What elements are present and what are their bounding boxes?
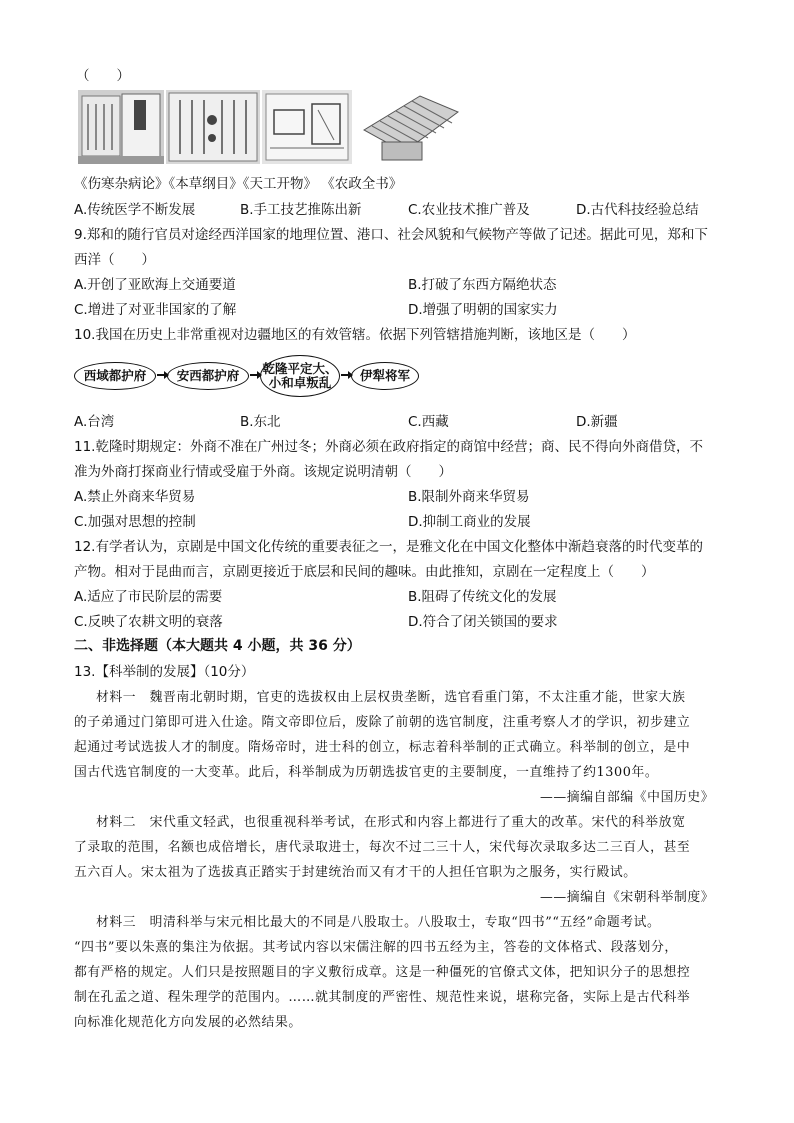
material1-line4: 国古代选官制度的一大变革。此后，科举制成为历朝选拔官吏的主要制度，一直维持了约1300年。: [74, 765, 659, 780]
q8-option-a[interactable]: A.传统医学不断发展: [74, 202, 196, 218]
flow-arrow-2: [250, 374, 258, 376]
q12-option-b[interactable]: B.阻碍了传统文化的发展: [408, 589, 557, 605]
q9-option-c[interactable]: C.增进了对亚非国家的了解: [74, 302, 237, 318]
q9-option-d[interactable]: D.增强了明朝的国家实力: [408, 302, 558, 318]
material2-line3: 五六百人。宋太祖为了选拔真正踏实于封建统治而又有才干的人担任官职为之服务，实行殿试。: [74, 865, 637, 880]
q11-stem-line2: 准为外商打探商业行情或受雇于外商。该规定说明清朝（ ）: [74, 464, 452, 480]
book-photos: [78, 90, 464, 164]
book-image-tiangong: [262, 90, 352, 164]
q9-stem-line2: 西洋（ ）: [74, 252, 155, 268]
section-heading: 二、非选择题（本大题共 4 小题，共 36 分）: [74, 638, 361, 654]
q11-option-b[interactable]: B.限制外商来华贸易: [408, 489, 530, 505]
q11-option-d[interactable]: D.抑制工商业的发展: [408, 514, 531, 530]
material2-source: ——摘编自《宋朝科举制度》: [540, 890, 715, 905]
q10-option-b[interactable]: B.东北: [240, 414, 281, 430]
q9-option-a[interactable]: A.开创了亚欧海上交通要道: [74, 277, 236, 293]
q12-option-c[interactable]: C.反映了农耕文明的衰落: [74, 614, 223, 630]
flow-node-qianlong-line2: 小和卓叛乱: [268, 375, 332, 390]
book-image-shanghan: [78, 90, 164, 164]
book-titles: 《伤寒杂病论》《本草纲目》《天工开物》 《农政全书》: [74, 176, 403, 192]
material2-line2: 了录取的范围，名额也成倍增长，唐代录取进士，每次不过二三十人，宋代每次录取多达二三百人，甚至: [74, 840, 691, 855]
flow-node-anxi: 安西都护府: [167, 362, 249, 390]
material3-line4: 制在孔孟之道、程朱理学的范围内。……就其制度的严密性、规范性来说，堪称完备，实际上是古代科举: [74, 990, 691, 1005]
q11-stem-line1: 11.乾隆时期规定：外商不准在广州过冬；外商必须在政府指定的商馆中经营；商、民不得向外商借贷，不: [74, 439, 703, 455]
jurisdiction-flowchart: [74, 355, 420, 397]
q8-option-d[interactable]: D.古代科技经验总结: [576, 202, 699, 218]
q10-option-d[interactable]: D.新疆: [576, 414, 618, 430]
q12-stem-line2: 产物。相对于昆曲而言，京剧更接近于底层和民间的趣味。由此推知，京剧在一定程度上（ ）: [74, 564, 655, 580]
q10-option-a[interactable]: A.台湾: [74, 414, 115, 430]
material1-line2: 的子弟通过门第即可进入仕途。隋文帝即位后，废除了前朝的选官制度，注重考察人才的学识，初步建立: [74, 715, 691, 730]
q10-stem: 10.我国在历史上非常重视对边疆地区的有效管辖。依据下列管辖措施判断，该地区是（ ）: [74, 327, 636, 343]
q12-option-d[interactable]: D.符合了闭关锁国的要求: [408, 614, 558, 630]
material1-line3: 起通过考试选拔人才的制度。隋炀帝时，进士科的创立，标志着科举制的正式确立。科举制的创立，是中: [74, 740, 691, 755]
q13-title: 13.【科举制的发展】（10分）: [74, 664, 255, 680]
material3-line2: “四书”要以朱熹的集注为依据。其考试内容以宋儒注解的四书五经为主，答卷的文体格式、段落划分，: [74, 940, 678, 955]
q10-option-c[interactable]: C.西藏: [408, 414, 449, 430]
q12-stem-line1: 12.有学者认为，京剧是中国文化传统的重要表征之一，是雅文化在中国文化整体中渐趋衰落的时代变革的: [74, 539, 703, 555]
book-image-nongzheng: [358, 90, 464, 164]
flow-node-xiyu: 西域都护府: [74, 362, 156, 390]
material3-line1: 材料三 明清科举与宋元相比最大的不同是八股取士。八股取士，专取“四书”“五经”命题考试。: [96, 915, 661, 930]
material1-source: ——摘编自部编《中国历史》: [540, 790, 715, 805]
flow-node-qianlong-line1: 乾隆平定大、: [262, 360, 338, 376]
q8-paren: （ ）: [76, 68, 130, 84]
flow-arrow-1: [157, 374, 165, 376]
material1-line1: 材料一 魏晋南北朝时期，官吏的选拔权由上层权贵垄断，选官看重门第，不太注重才能，世家大族: [96, 690, 686, 705]
flow-arrow-3: [341, 374, 349, 376]
q11-option-c[interactable]: C.加强对思想的控制: [74, 514, 196, 530]
q11-option-a[interactable]: A.禁止外商来华贸易: [74, 489, 196, 505]
q8-option-b[interactable]: B.手工技艺推陈出新: [240, 202, 362, 218]
flow-node-qianlong: [260, 355, 340, 397]
book-image-bencao: [166, 90, 260, 164]
q9-option-b[interactable]: B.打破了东西方隔绝状态: [408, 277, 557, 293]
material2-line1: 材料二 宋代重文轻武，也很重视科举考试，在形式和内容上都进行了重大的改革。宋代的科举放宽: [96, 815, 686, 830]
q12-option-a[interactable]: A.适应了市民阶层的需要: [74, 589, 223, 605]
q8-option-c[interactable]: C.农业技术推广普及: [408, 202, 530, 218]
flow-node-yili: 伊犁将军: [351, 362, 419, 390]
q9-stem-line1: 9.郑和的随行官员对途经西洋国家的地理位置、港口、社会风貌和气候物产等做了记述。据此可见，郑和下: [74, 227, 708, 243]
material3-line3: 都有严格的规定。人们只是按照题目的字义敷衍成章。这是一种僵死的官僚式文体，把知识分子的思想控: [74, 965, 691, 980]
material3-line5: 向标准化规范化方向发展的必然结果。: [74, 1015, 302, 1030]
